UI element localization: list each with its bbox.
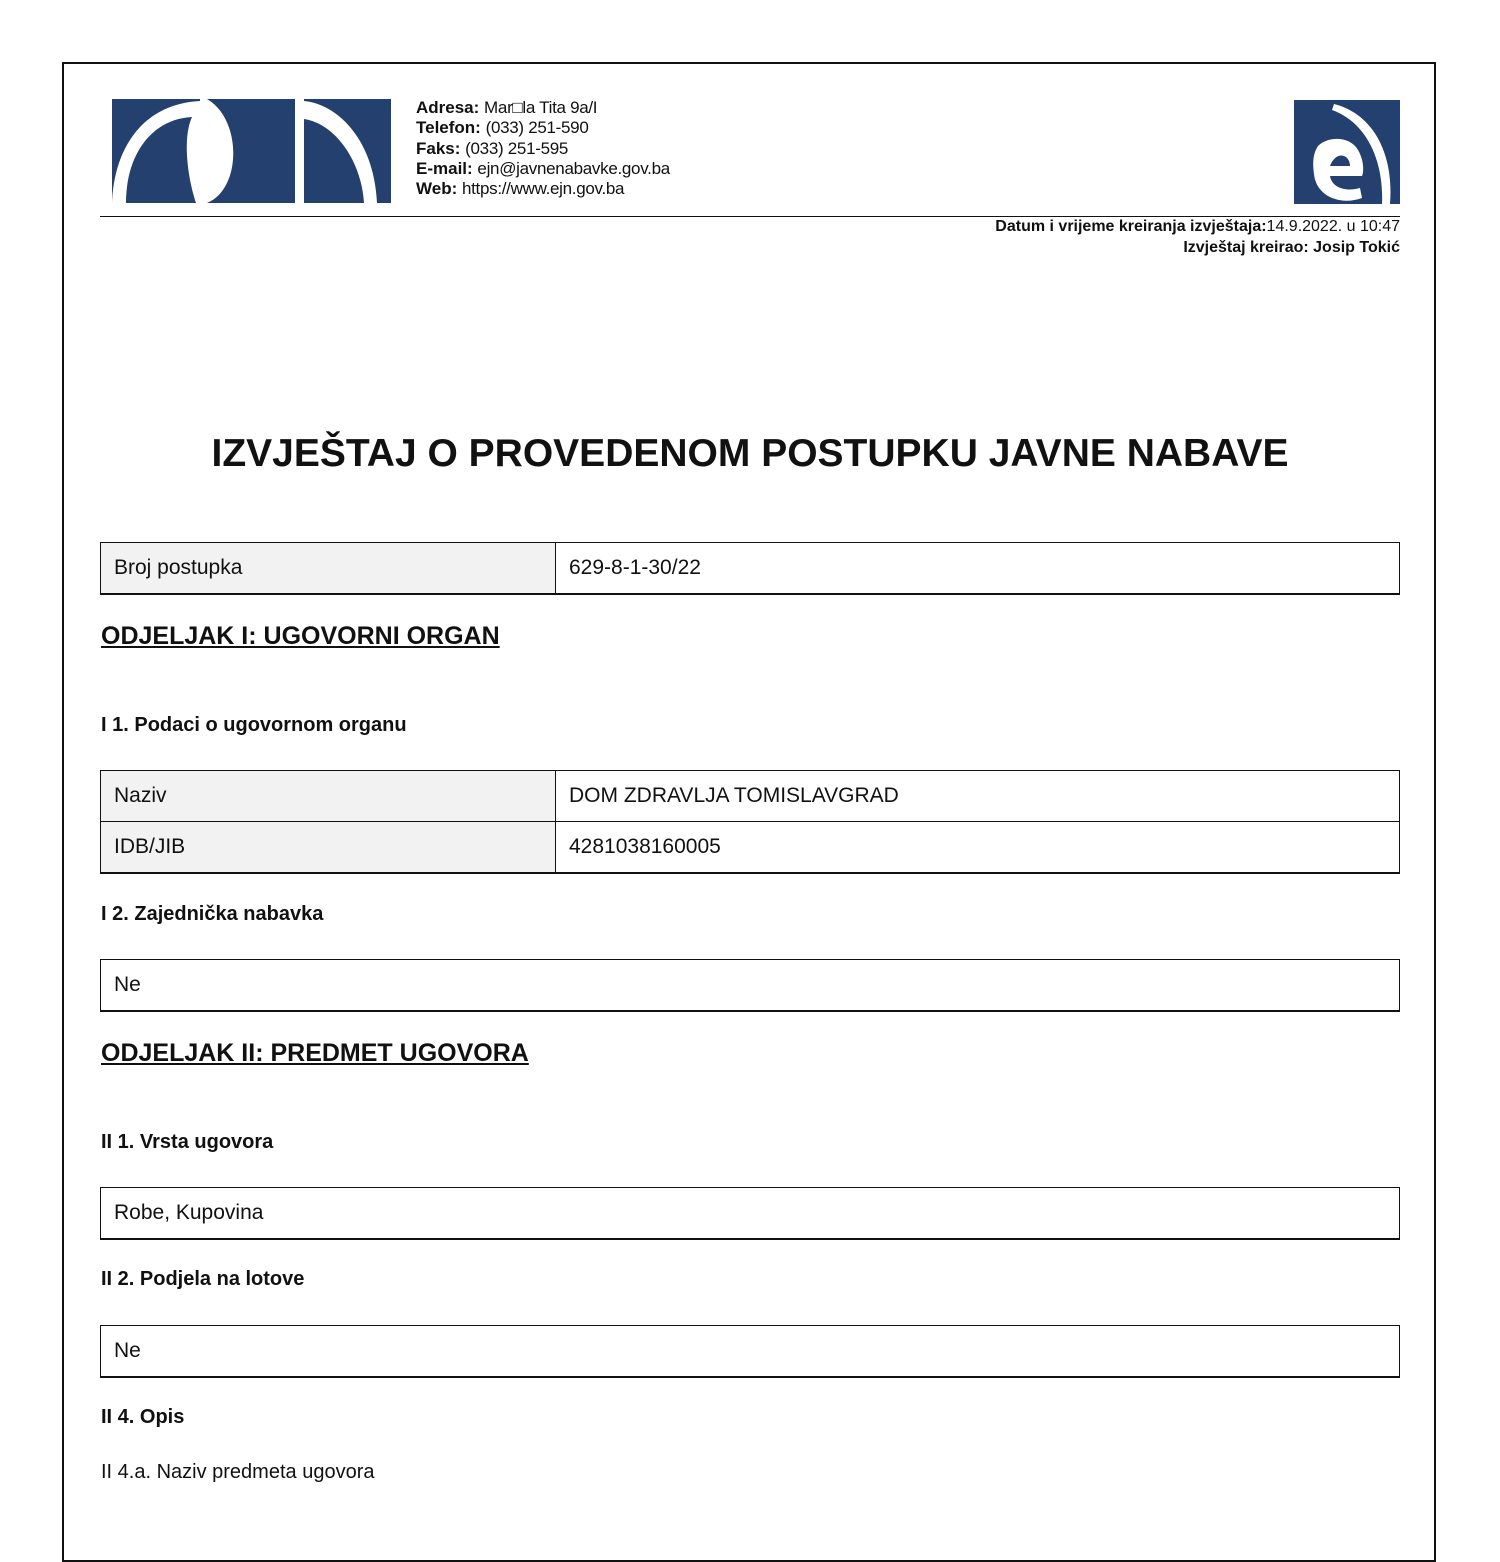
subsection-heading: II 4. Opis — [101, 1406, 185, 1428]
contracting-authority-table — [100, 770, 1400, 874]
contact-web: Web: https://www.ejn.gov.ba — [416, 179, 625, 199]
table-row: Ne — [101, 1326, 1400, 1377]
table-row: Ne — [101, 960, 1400, 1011]
contact-info — [416, 98, 670, 199]
subsection-heading: II 2. Podjela na lotove — [101, 1268, 305, 1290]
contact-fax: Faks: (033) 251-595 — [416, 138, 569, 158]
contact-email: E-mail: ejn@javnenabavke.gov.ba — [416, 158, 670, 178]
created-datetime: Datum i vrijeme kreiranja izvještaja:14.9.2022. u 10:47 — [995, 218, 1400, 235]
table-row: Robe, Kupovina — [101, 1188, 1400, 1239]
contact-phone: Telefon: (033) 251-590 — [416, 118, 589, 138]
e-logo — [1294, 100, 1400, 204]
table-row: Naziv DOM ZDRAVLJA TOMISLAVGRAD — [101, 771, 1400, 822]
section-heading: ODJELJAK II: PREDMET UGOVORA — [101, 1039, 529, 1067]
table-row: IDB/JIB 4281038160005 — [101, 822, 1400, 873]
subsection-heading: II 1. Vrsta ugovora — [101, 1131, 274, 1153]
procedure-table — [100, 542, 1400, 595]
subsection-heading: I 2. Zajednička nabavka — [101, 903, 324, 925]
section-heading: ODJELJAK I: UGOVORNI ORGAN — [101, 622, 500, 650]
subsection-heading: I 1. Podaci o ugovornom organu — [101, 714, 407, 736]
table-row: Broj postupka 629-8-1-30/22 — [101, 543, 1400, 594]
joint-procurement-box — [100, 959, 1400, 1012]
lots-box — [100, 1325, 1400, 1378]
report-meta — [995, 216, 1400, 258]
contract-type-box — [100, 1187, 1400, 1240]
page-title: IZVJEŠTAJ O PROVEDENOM POSTUPKU JAVNE NABAVE — [211, 432, 1289, 475]
contact-address: Adresa: Mar□la Tita 9a/I — [416, 98, 598, 117]
field-label: II 4.a. Naziv predmeta ugovora — [101, 1461, 375, 1483]
ejn-logo — [112, 99, 392, 203]
report-author: Izvještaj kreirao: Josip Tokić — [1183, 239, 1400, 256]
